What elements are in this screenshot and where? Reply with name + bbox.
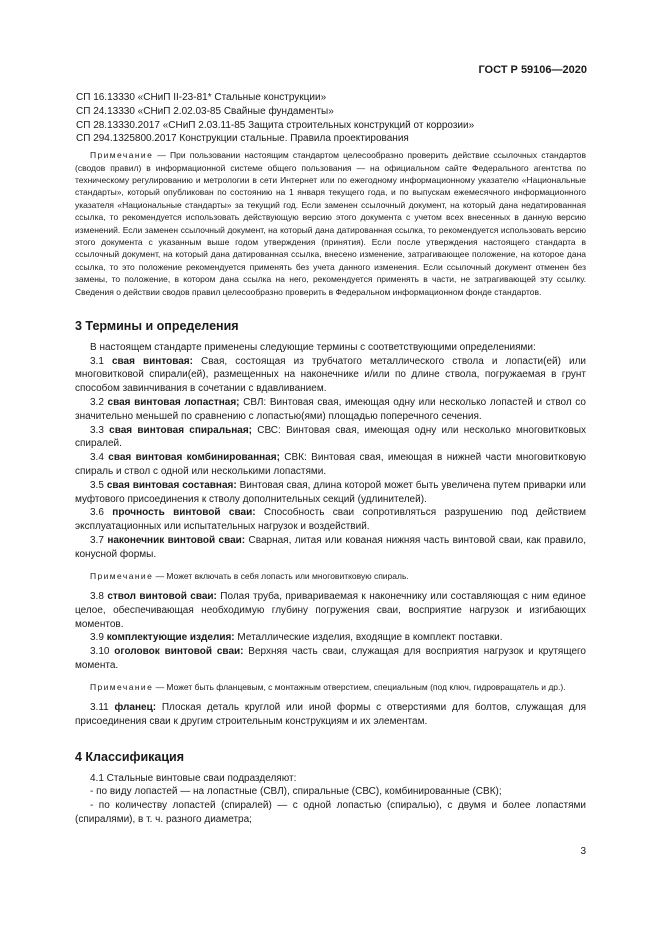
term-3-8 (75, 590, 586, 631)
document-code: ГОСТ Р 59106—2020 (478, 64, 587, 76)
reference-item: СП 294.1325800.2017 Конструкции стальные. Правила проектирования (76, 133, 409, 145)
term-3-11 (75, 701, 586, 729)
term-definition: Сварная, литая или кованая нижняя часть винтовой сваи, как правило, конусной формы. (75, 535, 586, 560)
term-number: 3.1 (90, 355, 104, 367)
term-3-2 (75, 396, 586, 424)
term-name: оголовок винтовой сваи: (114, 646, 244, 658)
term-number: 3.5 (90, 479, 104, 491)
term-name: свая винтовая составная: (106, 479, 237, 491)
term-definition: Способность сваи сопротивляться разрушению под действием эксплуатационных или испытательных нагрузок и воздействий. (75, 507, 587, 533)
term-definition: СВС: Винтовая свая, имеющая одну или несколько многовитковых спиралей. (75, 424, 586, 450)
term-name: свая винтовая лопастная; (107, 397, 240, 409)
reference-item: СП 16.13330 «СНиП II-23-81* Стальные конструкции» (76, 92, 327, 103)
note-text: — Может включать в себя лопасть или многовитковую спираль. (153, 570, 409, 581)
note-term-3-7 (75, 570, 586, 582)
term-definition: СВЛ: Винтовая свая, имеющая одну или несколько лопастей и ствол со значительно меньшей по сравнению с лопастью(ями) площадью поперечного сечения. (75, 397, 586, 422)
term-definition: Винтовая свая, длина которой может быть увеличена путем приварки или муфтового присоединения к стволу дополнительных секций (удлинителей). (75, 479, 587, 505)
note-label: Примечание (90, 570, 154, 581)
note-text: — Может быть фланцевым, с монтажным отверстием, специальным (под ключ, гидровращатель и др.). (153, 681, 566, 692)
term-3-4 (75, 451, 586, 479)
term-3-3 (75, 424, 586, 452)
term-number: 3.9 (90, 632, 104, 644)
term-definition: СВК: Винтовая свая, имеющая в нижней части многовитковую спираль и ствол с одной или несколькими лопастями. (75, 452, 586, 478)
term-number: 3.8 (90, 591, 104, 603)
section-4-title: 4 Классификация (75, 749, 185, 764)
term-3-9 (75, 631, 586, 645)
term-name: ствол винтовой сваи: (107, 591, 217, 603)
term-number: 3.11 (90, 702, 109, 714)
section-4-intro: 4.1 Стальные винтовые сваи подразделяют: (90, 772, 297, 784)
term-number: 3.7 (90, 535, 104, 547)
page-number: 3 (580, 846, 586, 857)
term-3-10 (75, 645, 586, 673)
note-text: — При пользовании настоящим стандартом целесообразно проверить действие ссылочных стандартов (сводов правил) в информационной системе общего пользования — на официальном сайте Федерального агентства по техническому регулированию и метрологии в сети Интернет или по ежегодному информационному указателю «Национальные стандарты», который опубликован по состоянию на 1 января текущего года, и по выпускам ежемесячного информационного указателя «Национальные стандарты» за текущий год. Если заменен ссылочный документ, на который дана недатированная ссылка, то рекомендуется использовать действующую версию этого документа с учетом всех внесенных в данную версию изменений. Если заменен ссылочный документ, на который дана датированная ссылка, то рекомендуется использовать версию этого документа с указанным выше годом утверждения (принятия). Если после утверждения настоящего стандарта в ссылочный документ, на который дана датированная ссылка, внесено изменение, затрагивающее положение, на которое дана ссылка, то это положение рекомендуется применять без учета данного изменения. Если ссылочный документ отменен без замены, то положение, в котором дана ссылка на него, рекомендуется применять в части, не затрагивающей эту ссылку. Сведения о действии сводов правил целесообразно проверить в Федеральном информационном фонде стандартов. (75, 150, 586, 297)
term-number: 3.3 (90, 424, 104, 436)
term-name: прочность винтовой сваи: (112, 507, 256, 519)
term-definition: Верхняя часть сваи, служащая для восприятия нагрузок и крутящего момента. (75, 646, 586, 671)
term-name: свая винтовая: (111, 355, 193, 367)
term-name: свая винтовая спиральная; (109, 424, 252, 436)
term-3-7 (75, 534, 586, 562)
term-name: наконечник винтовой сваи: (107, 535, 246, 547)
term-name: комплектующие изделия: (106, 632, 235, 644)
document-body (75, 91, 586, 827)
note-term-3-10 (75, 681, 586, 693)
term-number: 3.6 (90, 507, 104, 519)
term-number: 3.4 (90, 452, 104, 464)
note-references (75, 149, 586, 298)
section-3-intro: В настоящем стандарте применены следующие термины с соответствующими определениями: (90, 341, 536, 353)
term-definition: Полая труба, привариваемая к наконечнику или составляющая с ним единое целое, обеспечивающая необходимую глубину погружения сваи, восприятие нагрузок и изгибающих моментов. (75, 591, 586, 630)
term-definition: Свая, состоящая из трубчатого металлического ствола и лопасти(ей) или многовитковой спирали(ей), размещенных на наконечнике и/или по длине ствола, погружаемая в грунт способом завинчивания в сочетании с вдавливанием. (75, 355, 586, 395)
term-3-1 (75, 355, 586, 396)
term-number: 3.10 (90, 646, 110, 658)
list-item: - по количеству лопастей (спиралей) — с одной лопастью (спиралью), с двумя и более лопастями (спиралями), в т. ч. разного диаметра; (75, 800, 586, 825)
section-3-title: 3 Термины и определения (75, 319, 239, 334)
note-label: Примечание (90, 681, 154, 692)
note-label: Примечание (90, 150, 154, 161)
list-item: - по виду лопастей — на лопастные (СВЛ), спиральные (СВС), комбинированные (СВК); (90, 786, 502, 798)
term-3-5 (75, 479, 586, 507)
term-3-6 (75, 506, 586, 534)
term-definition: Плоская деталь круглой или иной формы с отверстиями для болтов, служащая для присоединения сваи к другим строительным конструкциям и их элементам. (75, 702, 587, 727)
term-name: свая винтовая комбинированная; (108, 452, 280, 464)
reference-item: СП 28.13330.2017 «СНиП 2.03.11-85 Защита строительных конструкций от коррозии» (76, 119, 475, 131)
reference-item: СП 24.13330 «СНиП 2.02.03-85 Свайные фундаменты» (76, 105, 334, 117)
term-name: фланец: (114, 702, 157, 714)
term-number: 3.2 (90, 397, 104, 409)
term-definition: Металлические изделия, входящие в комплект поставки. (234, 632, 503, 644)
